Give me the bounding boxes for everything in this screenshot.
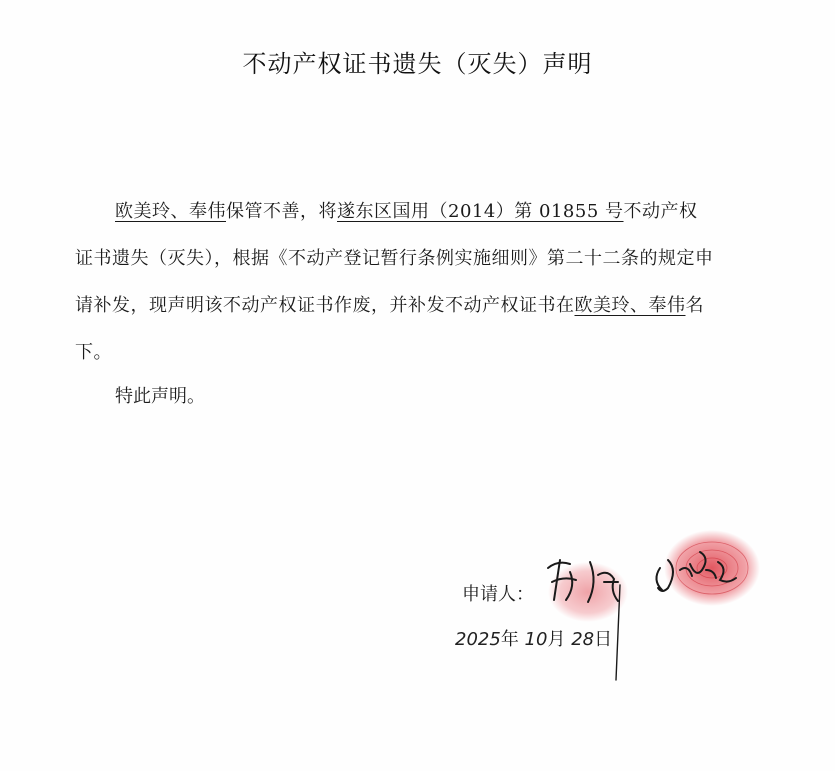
statement-text-3: 名下。 [75, 295, 704, 363]
statement-text-2: 不动产权证书遗失（灭失），根据《不动产登记暂行条例实施细则》第二十二条的规定申请补发，现声明该不动产权证书作废，并补发不动产权证书在 [75, 201, 714, 316]
date-day-unit: 日 [594, 629, 613, 650]
fingerprint-seal [664, 530, 760, 606]
date-day: 28 [571, 629, 595, 650]
date-month-unit: 月 [547, 629, 566, 650]
date-year: 2025 [455, 629, 501, 650]
certificate-number: 遂东区国用（2014）第 01855 号 [337, 201, 624, 222]
date-month: 10 [524, 629, 548, 650]
fingerprint-seal [548, 562, 628, 622]
page-title: 不动产权证书遗失（灭失）声明 [242, 50, 593, 78]
owner-names-2: 欧美玲、奉伟 [574, 295, 686, 316]
owner-names: 欧美玲、奉伟 [115, 201, 226, 222]
date-year-unit: 年 [500, 629, 519, 650]
statement-text-1: 保管不善，将 [226, 201, 337, 222]
applicant-label: 申请人： [462, 584, 534, 605]
closing-text: 特此声明。 [115, 386, 205, 407]
